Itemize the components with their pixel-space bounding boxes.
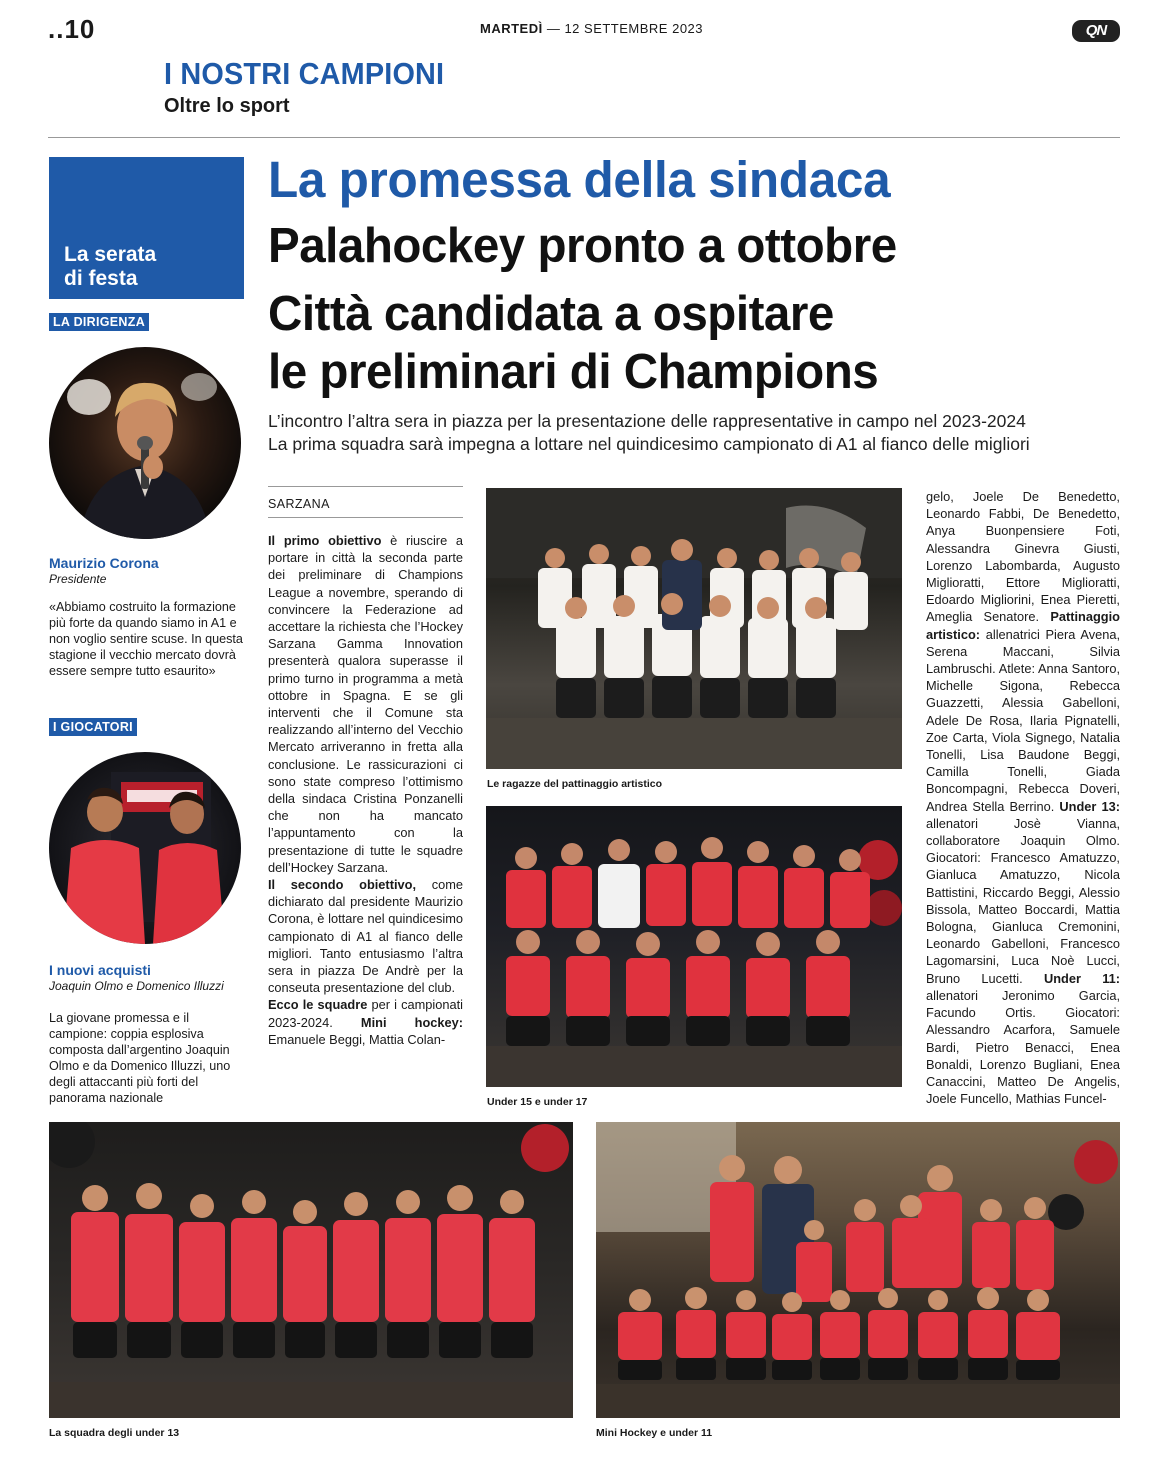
players-photo-image: [49, 752, 241, 944]
paragraph-3-text: per i campionati 2023-2024.: [268, 997, 464, 1030]
players-photo: [49, 752, 241, 944]
paragraph-2-lead: Il secondo obiettivo,: [268, 877, 416, 893]
under15-photo-image: [486, 806, 902, 1087]
section-title: I NOSTRI CAMPIONI: [164, 56, 445, 91]
acquisti-text: La giovane promessa e il campione: coppia esplosiva composta dall’argentino Joaquin Olmo e da Domenico Illuzzi, uno degli attaccanti più forti del panorama nazionale: [49, 1011, 231, 1105]
pattinaggio-photo: [486, 488, 902, 769]
paragraph-1-lead: Il primo obiettivo: [268, 533, 382, 548]
mini-hockey-list: gelo, Joele De Benedetto, Leonardo Fabbi, De Benedetto, Anya Buonpensiere Foti, Alessandra Ginevra Giusti, Lorenzo Labombarda, Augusto Miglioratti, Ettore Miglioratti, Edoardo Migliorini, Enea Pieretti, Ameglia Senatore.: [926, 489, 1120, 625]
president-name: Maurizio Corona: [49, 555, 159, 571]
article-place: SARZANA: [268, 486, 463, 518]
paragraph-2-text: come dichiarato dal presidente Maurizio Corona, è lottare nel quindicesimo campionato di A1 al fianco delle migliori. Tanto entusiasmo l’altra sera in piazza De Andrè per la conseuta presentazione del club.: [268, 877, 463, 996]
caption-under15: Under 15 e under 17: [487, 1096, 588, 1108]
sidebar-box-title: [64, 243, 234, 291]
tag-dirigenza: LA DIRIGENZA: [49, 313, 149, 331]
article-kicker: La promessa della sindaca: [268, 151, 891, 208]
paragraph-1: [268, 532, 463, 876]
sidebar-box-title-line1: La serata: [64, 243, 157, 266]
newspaper-logo: QN: [1072, 20, 1120, 42]
dateline-date: — 12 SETTEMBRE 2023: [546, 21, 704, 36]
paragraph-3: [268, 996, 463, 1048]
paragraph-3-tail: Emanuele Beggi, Mattia Colan-: [268, 1031, 446, 1047]
mini-hockey-photo-image: [596, 1122, 1120, 1418]
standfirst-line-1: L’incontro l’altra sera in piazza per la presentazione delle rappresentative in campo nel 2023-2024: [268, 411, 1026, 431]
paragraph-1-text: è riuscire a portare in città la seconda parte dei preliminare di Champions League a novembre, sperando di convincere la Federazione ad accettare la richiesta che l’Hockey Sarzana Gamma Innovation presenterà qualora superasse il primo turno in programma a metà ottobre in Spagna. E se gli interventi che il Comune sta realizzando all’interno del Vecchio Mercato arriveranno in fretta alla conclusione. Le rassicurazioni ci sono state compreso l’ottimismo della sindaca Cristina Ponzanelli che non ha mancato l’appuntamento con la presentazione di tutte le squadre dell’Hockey Sarzana.: [268, 533, 464, 875]
article-column-1: [268, 532, 463, 1048]
dateline-day: MARTEDÌ: [480, 21, 543, 36]
under13-photo-image: [49, 1122, 573, 1418]
pattinaggio-heading: Pattinaggio artistico:: [926, 609, 1120, 642]
acquisti-names: Joaquin Olmo e Domenico Illuzzi: [49, 979, 224, 993]
under13-list: allenatori Josè Vianna, collaboratore Joaquin Olmo. Giocatori: Francesco Amatuzzo, Gianluca Amatuzzo, Nicola Battistini, Riccardo Beggi, Alessio Bissola, Matteo Boccardi, Mattia Bologna, Gianluca Cremonini, Leonardo Gabelloni, Francesco Lagomarsini, Luca Noè Lucci, Bruno Lucetti.: [926, 815, 1120, 986]
pattinaggio-photo-image: [486, 488, 902, 769]
caption-mini-hockey: Mini Hockey e under 11: [596, 1427, 713, 1439]
paragraph-2: [268, 876, 463, 996]
caption-pattinaggio: Le ragazze del pattinaggio artistico: [487, 778, 663, 790]
under11-heading: Under 11:: [1043, 970, 1120, 986]
sidebar-box-title-line2: di festa: [64, 267, 138, 290]
standfirst-line-2: La prima squadra sarà impegna a lottare nel quindicesimo campionato di A1 al fianco delle migliori: [268, 434, 1030, 454]
headline-line-3: le preliminari di Champions: [268, 345, 879, 399]
under13-heading: Under 13:: [1059, 798, 1120, 814]
under15-photo: [486, 806, 902, 1087]
president-photo: [49, 347, 241, 539]
header-divider: [48, 137, 1120, 138]
section-subtitle: Oltre lo sport: [164, 95, 290, 117]
headline-line-1: Palahockey pronto a ottobre: [268, 219, 897, 273]
headline-line-2: Città candidata a ospitare: [268, 287, 834, 341]
article-column-2: [926, 488, 1120, 1107]
mini-hockey-photo: [596, 1122, 1120, 1418]
acquisti-title: I nuovi acquisti: [49, 962, 151, 978]
pattinaggio-list: allenatrici Piera Avena, Serena Maccani, Silvia Lambruschi. Atlete: Anna Santoro, Michelle Sigona, Rebecca Guazzetti, Alessia Gabelloni, Adele De Rosa, Ilaria Pignatelli, Zoe Carta, Viola Signego, Natalia Tonelli, Lisa Baudone Beggi, Camilla Tonelli, Giada Boncompagni, Rebecca Doveri, Andrea Stella Berrino.: [926, 626, 1120, 814]
under13-photo: [49, 1122, 573, 1418]
caption-under13: La squadra degli under 13: [49, 1427, 180, 1439]
president-quote: «Abbiamo costruito la formazione più forte da quando siamo in A1 e non voglio sentire scuse. In questa stagione il vecchio mercato dovrà essere sempre tutto esaurito»: [49, 600, 243, 678]
president-photo-image: [49, 347, 241, 539]
page-number: ..10: [48, 14, 96, 44]
president-role: Presidente: [49, 572, 107, 586]
under11-list: allenatori Jeronimo Garcia, Facundo Ortis. Giocatori: Alessandro Acarfora, Samuele Bardi, Pietro Benacci, Enea Bonaldi, Lorenzo Bugliani, Enea Canaccini, Matteo De Angelis, Joele Funcello, Mathias Funcel-: [926, 987, 1120, 1107]
paragraph-3-lead: Ecco le squadre: [268, 997, 368, 1013]
team-lists: [926, 488, 1120, 1107]
paragraph-3-mini-hockey: Mini hockey:: [360, 1014, 463, 1030]
tag-giocatori: I GIOCATORI: [49, 718, 137, 736]
dateline: [480, 21, 703, 36]
